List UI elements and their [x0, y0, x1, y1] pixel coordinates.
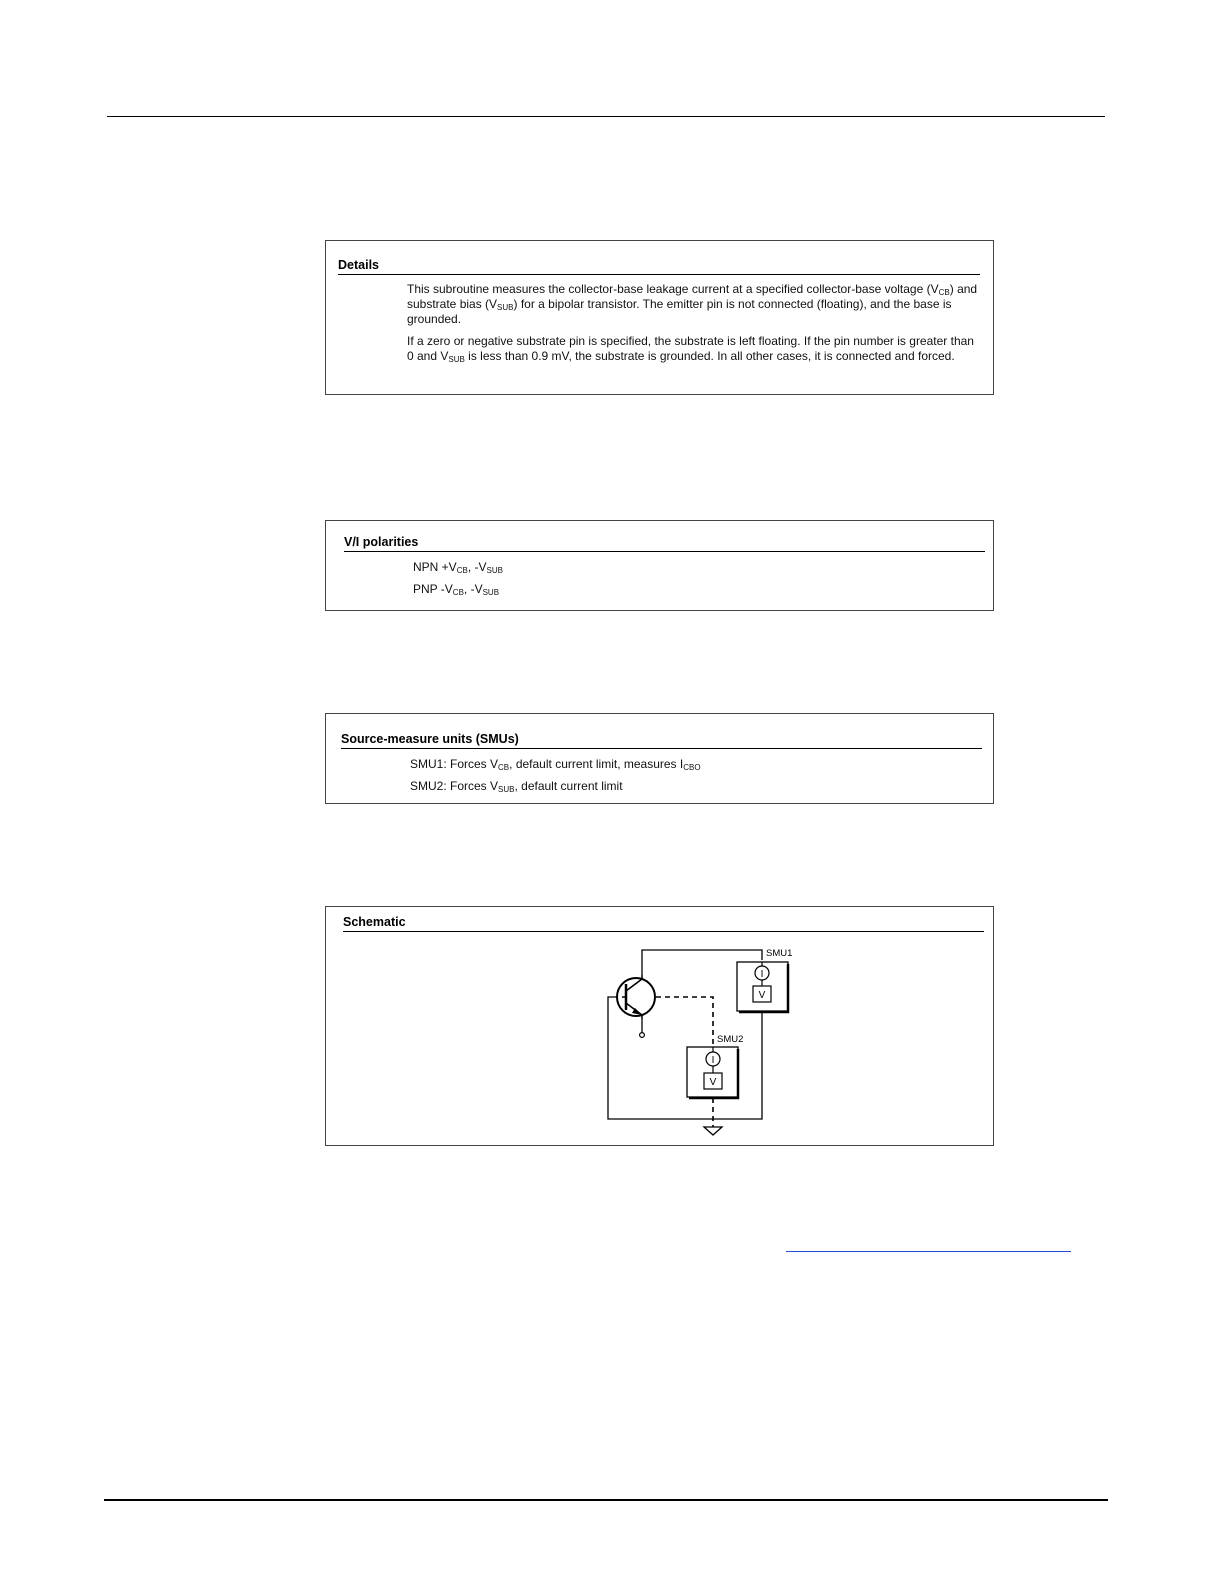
smu1-label: SMU1: [766, 948, 793, 959]
details-title: Details: [338, 258, 980, 275]
polarity-pnp: PNP $-V_{CB}$, $-V_{SUB}$: [413, 582, 500, 597]
polarities-box: [325, 520, 994, 611]
schematic-title: Schematic: [343, 915, 984, 932]
hyperlink-underline[interactable]: [786, 1251, 1071, 1252]
smus-box: [325, 713, 994, 804]
header-rule: [107, 116, 1105, 117]
bipolar-transistor-symbol: [617, 975, 655, 1037]
emitter-floating-terminal: [640, 1033, 645, 1038]
polarity-npn: NPN $+V_{CB}$, $-V_{SUB}$: [413, 560, 503, 575]
details-text: [407, 282, 982, 371]
details-paragraph-1: This subroutine measures the collector-base leakage current at a specified collector-base voltage $(V_{CB})$ and substrate bias $(V_{SUB})$ for a bipolar transistor. The emitter pin is not connected (floating), and the base is grounded.: [407, 282, 978, 326]
footer-rule: [104, 1499, 1108, 1501]
smu2-symbol: [687, 1034, 743, 1098]
schematic-diagram: [326, 907, 995, 1147]
schematic-box: [325, 906, 994, 1146]
smu1-voltage-symbol: V: [758, 990, 766, 1001]
smu1-current-symbol: I: [760, 969, 764, 980]
smu2-label: SMU2: [717, 1034, 744, 1045]
smu2-voltage-symbol: V: [709, 1077, 717, 1088]
details-box: [325, 240, 994, 395]
ground-icon: [704, 1127, 722, 1135]
smu1-description: SMU1: Forces $V_{CB}$, default current limit, measures $I_{CBO}$: [410, 757, 701, 772]
smu2-description: SMU2: Forces $V_{SUB}$, default current limit: [410, 779, 623, 794]
smu2-current-symbol: I: [711, 1055, 715, 1066]
polarities-title: V/I polarities: [344, 535, 985, 552]
smus-title: Source-measure units (SMUs): [341, 732, 982, 749]
smu1-symbol: [737, 948, 792, 1012]
details-paragraph-2: If a zero or negative substrate pin is specified, the substrate is left floating. If the pin number is greater than 0 and $V_{SUB}$ is less than 0.9 mV, the substrate is grounded. In all other cases, it is connected and forced.: [407, 334, 974, 364]
